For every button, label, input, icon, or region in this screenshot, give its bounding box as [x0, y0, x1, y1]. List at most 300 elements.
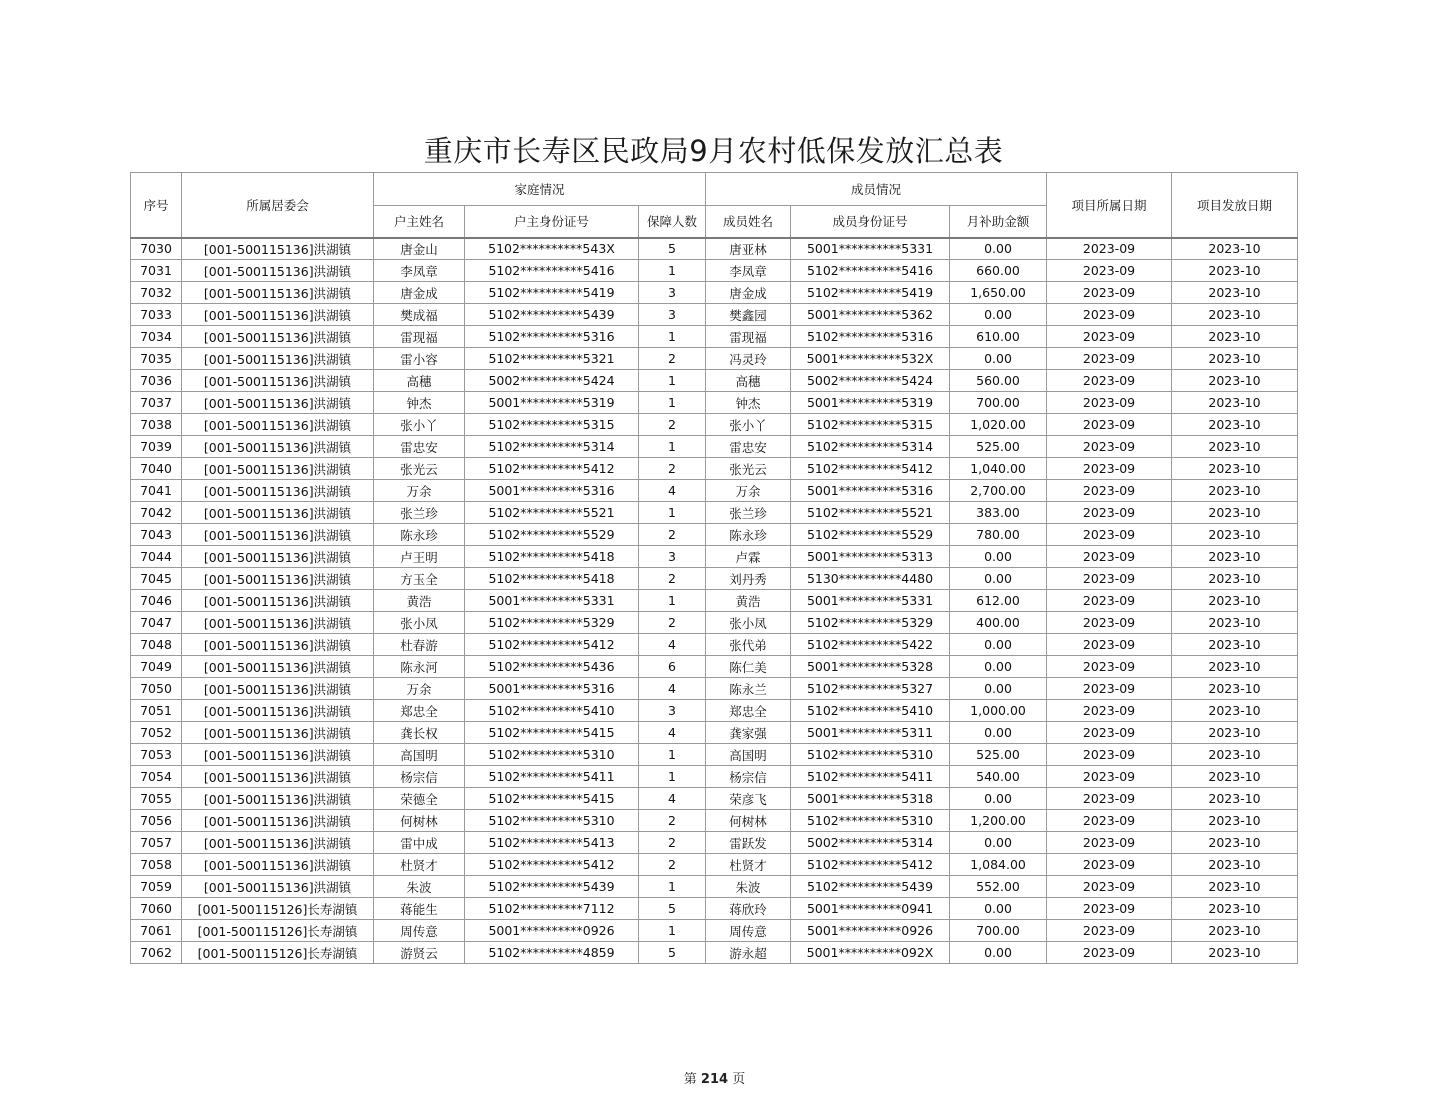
- cell-head-id: 5102**********5315: [465, 414, 639, 436]
- cell-covered: 1: [639, 326, 706, 348]
- cell-committee: [001-500115136]洪湖镇: [182, 788, 374, 810]
- cell-covered: 5: [639, 898, 706, 920]
- table-row: [131, 392, 1298, 414]
- cell-period: 2023-09: [1047, 370, 1172, 392]
- cell-member-name: 杜贤才: [706, 854, 791, 876]
- cell-head-id: 5102**********5439: [465, 304, 639, 326]
- cell-head-id: 5102**********5416: [465, 260, 639, 282]
- cell-head-name: 雷忠安: [374, 436, 465, 458]
- cell-head-id: 5102**********5321: [465, 348, 639, 370]
- table-row: [131, 348, 1298, 370]
- table-row: [131, 898, 1298, 920]
- cell-period: 2023-09: [1047, 546, 1172, 568]
- cell-release: 2023-10: [1172, 568, 1298, 590]
- cell-covered: 2: [639, 612, 706, 634]
- cell-member-id: 5102**********5521: [791, 502, 950, 524]
- cell-release: 2023-10: [1172, 788, 1298, 810]
- cell-seq: 7047: [131, 612, 182, 634]
- cell-member-id: 5102**********5410: [791, 700, 950, 722]
- cell-covered: 2: [639, 568, 706, 590]
- subsidy-table: [130, 172, 1298, 964]
- cell-committee: [001-500115136]洪湖镇: [182, 854, 374, 876]
- cell-head-name: 雷现福: [374, 326, 465, 348]
- cell-member-name: 张兰珍: [706, 502, 791, 524]
- cell-committee: [001-500115126]长寿湖镇: [182, 920, 374, 942]
- cell-head-name: 陈永河: [374, 656, 465, 678]
- cell-seq: 7031: [131, 260, 182, 282]
- cell-seq: 7059: [131, 876, 182, 898]
- table-row: [131, 502, 1298, 524]
- cell-head-id: 5102**********5316: [465, 326, 639, 348]
- cell-release: 2023-10: [1172, 546, 1298, 568]
- table-row: [131, 854, 1298, 876]
- cell-monthly: 1,200.00: [950, 810, 1047, 832]
- table-row: [131, 876, 1298, 898]
- cell-head-name: 高国明: [374, 744, 465, 766]
- header-member-id: 成员身份证号: [791, 206, 950, 238]
- cell-member-name: 张小丫: [706, 414, 791, 436]
- cell-head-id: 5102**********5310: [465, 810, 639, 832]
- header-family-group: 家庭情况: [374, 173, 706, 206]
- cell-head-id: 5102**********5418: [465, 568, 639, 590]
- cell-monthly: 0.00: [950, 656, 1047, 678]
- cell-period: 2023-09: [1047, 700, 1172, 722]
- header-release: 项目发放日期: [1172, 173, 1298, 238]
- cell-head-id: 5102**********5411: [465, 766, 639, 788]
- cell-period: 2023-09: [1047, 634, 1172, 656]
- table-row: [131, 656, 1298, 678]
- cell-member-name: 何树林: [706, 810, 791, 832]
- cell-covered: 2: [639, 458, 706, 480]
- cell-member-name: 雷现福: [706, 326, 791, 348]
- cell-period: 2023-09: [1047, 744, 1172, 766]
- cell-seq: 7050: [131, 678, 182, 700]
- cell-member-id: 5001**********5319: [791, 392, 950, 414]
- cell-head-id: 5102**********5314: [465, 436, 639, 458]
- cell-covered: 4: [639, 788, 706, 810]
- cell-monthly: 1,084.00: [950, 854, 1047, 876]
- cell-head-name: 万余: [374, 678, 465, 700]
- cell-monthly: 0.00: [950, 898, 1047, 920]
- cell-committee: [001-500115136]洪湖镇: [182, 546, 374, 568]
- table-row: [131, 304, 1298, 326]
- cell-period: 2023-09: [1047, 436, 1172, 458]
- cell-covered: 3: [639, 700, 706, 722]
- page-footer: [0, 1068, 1429, 1087]
- cell-release: 2023-10: [1172, 238, 1298, 260]
- cell-release: 2023-10: [1172, 370, 1298, 392]
- cell-head-name: 张小丫: [374, 414, 465, 436]
- cell-head-name: 荣德全: [374, 788, 465, 810]
- cell-monthly: 552.00: [950, 876, 1047, 898]
- cell-head-id: 5102**********5521: [465, 502, 639, 524]
- cell-head-name: 万余: [374, 480, 465, 502]
- cell-period: 2023-09: [1047, 392, 1172, 414]
- cell-covered: 4: [639, 634, 706, 656]
- cell-head-id: 5102**********5413: [465, 832, 639, 854]
- cell-committee: [001-500115136]洪湖镇: [182, 304, 374, 326]
- cell-release: 2023-10: [1172, 282, 1298, 304]
- cell-seq: 7035: [131, 348, 182, 370]
- cell-committee: [001-500115136]洪湖镇: [182, 766, 374, 788]
- cell-committee: [001-500115136]洪湖镇: [182, 876, 374, 898]
- cell-covered: 1: [639, 766, 706, 788]
- cell-member-id: 5001**********0926: [791, 920, 950, 942]
- cell-member-name: 杨宗信: [706, 766, 791, 788]
- cell-head-name: 樊成福: [374, 304, 465, 326]
- cell-period: 2023-09: [1047, 920, 1172, 942]
- cell-committee: [001-500115136]洪湖镇: [182, 326, 374, 348]
- cell-release: 2023-10: [1172, 502, 1298, 524]
- cell-seq: 7060: [131, 898, 182, 920]
- cell-period: 2023-09: [1047, 502, 1172, 524]
- cell-release: 2023-10: [1172, 612, 1298, 634]
- cell-member-id: 5102**********5327: [791, 678, 950, 700]
- cell-head-id: 5102**********5418: [465, 546, 639, 568]
- cell-member-id: 5102**********5310: [791, 810, 950, 832]
- table-row: [131, 832, 1298, 854]
- cell-release: 2023-10: [1172, 722, 1298, 744]
- cell-seq: 7053: [131, 744, 182, 766]
- cell-member-name: 冯灵玲: [706, 348, 791, 370]
- cell-monthly: 1,650.00: [950, 282, 1047, 304]
- cell-covered: 2: [639, 348, 706, 370]
- cell-covered: 1: [639, 436, 706, 458]
- cell-committee: [001-500115136]洪湖镇: [182, 524, 374, 546]
- cell-member-id: 5102**********5439: [791, 876, 950, 898]
- cell-member-name: 张光云: [706, 458, 791, 480]
- table-row: [131, 458, 1298, 480]
- cell-member-id: 5102**********5412: [791, 854, 950, 876]
- cell-period: 2023-09: [1047, 876, 1172, 898]
- cell-committee: [001-500115126]长寿湖镇: [182, 942, 374, 964]
- header-monthly: 月补助金额: [950, 206, 1047, 238]
- cell-member-name: 陈永珍: [706, 524, 791, 546]
- cell-member-id: 5001**********092X: [791, 942, 950, 964]
- cell-member-name: 高国明: [706, 744, 791, 766]
- cell-committee: [001-500115126]长寿湖镇: [182, 898, 374, 920]
- cell-member-name: 唐亚林: [706, 238, 791, 260]
- cell-member-name: 雷忠安: [706, 436, 791, 458]
- header-member-group: 成员情况: [706, 173, 1047, 206]
- cell-release: 2023-10: [1172, 480, 1298, 502]
- cell-period: 2023-09: [1047, 832, 1172, 854]
- cell-monthly: 525.00: [950, 744, 1047, 766]
- cell-member-id: 5130**********4480: [791, 568, 950, 590]
- table-row: [131, 766, 1298, 788]
- cell-committee: [001-500115136]洪湖镇: [182, 612, 374, 634]
- cell-head-name: 李凤章: [374, 260, 465, 282]
- table-row: [131, 700, 1298, 722]
- cell-monthly: 0.00: [950, 722, 1047, 744]
- cell-head-name: 雷中成: [374, 832, 465, 854]
- cell-seq: 7058: [131, 854, 182, 876]
- cell-member-name: 李凤章: [706, 260, 791, 282]
- cell-release: 2023-10: [1172, 810, 1298, 832]
- header-head-name: 户主姓名: [374, 206, 465, 238]
- cell-member-name: 郑忠全: [706, 700, 791, 722]
- cell-member-name: 陈仁美: [706, 656, 791, 678]
- cell-monthly: 780.00: [950, 524, 1047, 546]
- cell-release: 2023-10: [1172, 876, 1298, 898]
- table-header: [131, 173, 1298, 238]
- footer-prefix: 第: [683, 1072, 697, 1087]
- cell-seq: 7046: [131, 590, 182, 612]
- cell-covered: 5: [639, 942, 706, 964]
- cell-release: 2023-10: [1172, 942, 1298, 964]
- cell-period: 2023-09: [1047, 282, 1172, 304]
- cell-member-id: 5001**********532X: [791, 348, 950, 370]
- cell-period: 2023-09: [1047, 414, 1172, 436]
- cell-member-id: 5102**********5419: [791, 282, 950, 304]
- cell-covered: 3: [639, 282, 706, 304]
- cell-period: 2023-09: [1047, 304, 1172, 326]
- table-row: [131, 744, 1298, 766]
- cell-seq: 7043: [131, 524, 182, 546]
- cell-covered: 1: [639, 590, 706, 612]
- cell-monthly: 700.00: [950, 920, 1047, 942]
- cell-committee: [001-500115136]洪湖镇: [182, 634, 374, 656]
- cell-period: 2023-09: [1047, 656, 1172, 678]
- cell-monthly: 0.00: [950, 678, 1047, 700]
- cell-member-id: 5001**********5313: [791, 546, 950, 568]
- cell-period: 2023-09: [1047, 898, 1172, 920]
- cell-member-id: 5001**********5328: [791, 656, 950, 678]
- cell-head-id: 5102**********5412: [465, 634, 639, 656]
- cell-covered: 1: [639, 260, 706, 282]
- cell-covered: 1: [639, 744, 706, 766]
- table-row: [131, 260, 1298, 282]
- cell-member-id: 5001**********5331: [791, 238, 950, 260]
- cell-release: 2023-10: [1172, 700, 1298, 722]
- cell-monthly: 700.00: [950, 392, 1047, 414]
- cell-monthly: 400.00: [950, 612, 1047, 634]
- cell-covered: 3: [639, 546, 706, 568]
- cell-head-name: 周传意: [374, 920, 465, 942]
- table-row: [131, 370, 1298, 392]
- cell-seq: 7038: [131, 414, 182, 436]
- cell-member-name: 刘丹秀: [706, 568, 791, 590]
- table-row: [131, 590, 1298, 612]
- cell-committee: [001-500115136]洪湖镇: [182, 590, 374, 612]
- cell-head-id: 5001**********5316: [465, 678, 639, 700]
- cell-monthly: 610.00: [950, 326, 1047, 348]
- cell-head-name: 黄浩: [374, 590, 465, 612]
- table-row: [131, 326, 1298, 348]
- cell-head-id: 5102**********5419: [465, 282, 639, 304]
- cell-monthly: 0.00: [950, 546, 1047, 568]
- cell-committee: [001-500115136]洪湖镇: [182, 744, 374, 766]
- cell-head-name: 唐金山: [374, 238, 465, 260]
- cell-committee: [001-500115136]洪湖镇: [182, 458, 374, 480]
- cell-monthly: 1,040.00: [950, 458, 1047, 480]
- table-row: [131, 634, 1298, 656]
- cell-covered: 1: [639, 370, 706, 392]
- cell-covered: 1: [639, 392, 706, 414]
- cell-head-name: 游贤云: [374, 942, 465, 964]
- cell-member-id: 5001**********5311: [791, 722, 950, 744]
- cell-seq: 7036: [131, 370, 182, 392]
- cell-head-name: 杨宗信: [374, 766, 465, 788]
- cell-seq: 7054: [131, 766, 182, 788]
- cell-seq: 7030: [131, 238, 182, 260]
- table-row: [131, 722, 1298, 744]
- table-row: [131, 920, 1298, 942]
- cell-covered: 2: [639, 524, 706, 546]
- cell-committee: [001-500115136]洪湖镇: [182, 282, 374, 304]
- cell-member-id: 5102**********5314: [791, 436, 950, 458]
- cell-head-name: 雷小容: [374, 348, 465, 370]
- cell-committee: [001-500115136]洪湖镇: [182, 370, 374, 392]
- cell-seq: 7044: [131, 546, 182, 568]
- cell-release: 2023-10: [1172, 678, 1298, 700]
- cell-head-id: 5102**********5415: [465, 788, 639, 810]
- cell-committee: [001-500115136]洪湖镇: [182, 502, 374, 524]
- cell-committee: [001-500115136]洪湖镇: [182, 832, 374, 854]
- cell-covered: 3: [639, 304, 706, 326]
- cell-head-name: 张光云: [374, 458, 465, 480]
- table-row: [131, 414, 1298, 436]
- cell-committee: [001-500115136]洪湖镇: [182, 480, 374, 502]
- cell-member-id: 5001**********0941: [791, 898, 950, 920]
- header-covered: 保障人数: [639, 206, 706, 238]
- cell-member-name: 黄浩: [706, 590, 791, 612]
- cell-release: 2023-10: [1172, 590, 1298, 612]
- cell-committee: [001-500115136]洪湖镇: [182, 392, 374, 414]
- cell-member-name: 龚家强: [706, 722, 791, 744]
- cell-release: 2023-10: [1172, 854, 1298, 876]
- cell-committee: [001-500115136]洪湖镇: [182, 656, 374, 678]
- cell-seq: 7056: [131, 810, 182, 832]
- cell-head-name: 杜春游: [374, 634, 465, 656]
- cell-committee: [001-500115136]洪湖镇: [182, 678, 374, 700]
- page-number: 214: [700, 1072, 729, 1087]
- cell-period: 2023-09: [1047, 722, 1172, 744]
- cell-member-id: 5002**********5314: [791, 832, 950, 854]
- cell-monthly: 525.00: [950, 436, 1047, 458]
- cell-head-name: 郑忠全: [374, 700, 465, 722]
- cell-committee: [001-500115136]洪湖镇: [182, 810, 374, 832]
- cell-head-id: 5102**********5529: [465, 524, 639, 546]
- cell-seq: 7051: [131, 700, 182, 722]
- cell-covered: 1: [639, 876, 706, 898]
- cell-period: 2023-09: [1047, 678, 1172, 700]
- cell-head-id: 5001**********0926: [465, 920, 639, 942]
- cell-member-name: 朱波: [706, 876, 791, 898]
- table-row: [131, 524, 1298, 546]
- cell-head-name: 龚长权: [374, 722, 465, 744]
- table-body: [131, 238, 1298, 964]
- cell-seq: 7049: [131, 656, 182, 678]
- cell-release: 2023-10: [1172, 524, 1298, 546]
- cell-period: 2023-09: [1047, 788, 1172, 810]
- cell-member-id: 5001**********5318: [791, 788, 950, 810]
- cell-member-name: 荣彦飞: [706, 788, 791, 810]
- footer-suffix: 页: [732, 1072, 746, 1087]
- cell-period: 2023-09: [1047, 810, 1172, 832]
- cell-head-name: 钟杰: [374, 392, 465, 414]
- cell-period: 2023-09: [1047, 854, 1172, 876]
- cell-committee: [001-500115136]洪湖镇: [182, 700, 374, 722]
- cell-committee: [001-500115136]洪湖镇: [182, 722, 374, 744]
- cell-head-name: 朱波: [374, 876, 465, 898]
- cell-monthly: 612.00: [950, 590, 1047, 612]
- cell-committee: [001-500115136]洪湖镇: [182, 568, 374, 590]
- cell-member-name: 游永超: [706, 942, 791, 964]
- cell-member-id: 5102**********5412: [791, 458, 950, 480]
- cell-member-name: 蒋欣玲: [706, 898, 791, 920]
- cell-period: 2023-09: [1047, 238, 1172, 260]
- cell-covered: 1: [639, 502, 706, 524]
- cell-head-id: 5001**********5319: [465, 392, 639, 414]
- cell-head-id: 5102**********543X: [465, 238, 639, 260]
- table-row: [131, 788, 1298, 810]
- cell-seq: 7039: [131, 436, 182, 458]
- table-row: [131, 238, 1298, 260]
- cell-member-name: 樊鑫园: [706, 304, 791, 326]
- cell-member-id: 5001**********5316: [791, 480, 950, 502]
- cell-head-id: 5102**********5412: [465, 854, 639, 876]
- cell-period: 2023-09: [1047, 348, 1172, 370]
- cell-member-name: 张代弟: [706, 634, 791, 656]
- table-row: [131, 282, 1298, 304]
- cell-head-id: 5001**********5331: [465, 590, 639, 612]
- cell-seq: 7032: [131, 282, 182, 304]
- cell-head-name: 蒋能生: [374, 898, 465, 920]
- cell-head-name: 杜贤才: [374, 854, 465, 876]
- cell-head-name: 何树林: [374, 810, 465, 832]
- cell-seq: 7062: [131, 942, 182, 964]
- cell-release: 2023-10: [1172, 920, 1298, 942]
- cell-seq: 7040: [131, 458, 182, 480]
- header-period: 项目所属日期: [1047, 173, 1172, 238]
- table-row: [131, 568, 1298, 590]
- header-committee: 所属居委会: [182, 173, 374, 238]
- cell-member-id: 5102**********5529: [791, 524, 950, 546]
- table-row: [131, 436, 1298, 458]
- cell-head-id: 5102**********5415: [465, 722, 639, 744]
- cell-period: 2023-09: [1047, 480, 1172, 502]
- cell-member-id: 5102**********5316: [791, 326, 950, 348]
- cell-covered: 5: [639, 238, 706, 260]
- cell-monthly: 0.00: [950, 568, 1047, 590]
- header-head-id: 户主身份证号: [465, 206, 639, 238]
- cell-period: 2023-09: [1047, 766, 1172, 788]
- table-row: [131, 810, 1298, 832]
- cell-seq: 7033: [131, 304, 182, 326]
- cell-member-id: 5102**********5329: [791, 612, 950, 634]
- cell-release: 2023-10: [1172, 414, 1298, 436]
- cell-committee: [001-500115136]洪湖镇: [182, 414, 374, 436]
- cell-covered: 2: [639, 832, 706, 854]
- cell-release: 2023-10: [1172, 392, 1298, 414]
- cell-seq: 7057: [131, 832, 182, 854]
- cell-monthly: 383.00: [950, 502, 1047, 524]
- cell-covered: 2: [639, 854, 706, 876]
- cell-head-name: 卢王明: [374, 546, 465, 568]
- cell-seq: 7048: [131, 634, 182, 656]
- cell-member-name: 周传意: [706, 920, 791, 942]
- cell-seq: 7052: [131, 722, 182, 744]
- cell-release: 2023-10: [1172, 656, 1298, 678]
- cell-head-id: 5001**********5316: [465, 480, 639, 502]
- cell-seq: 7042: [131, 502, 182, 524]
- cell-member-name: 万余: [706, 480, 791, 502]
- cell-committee: [001-500115136]洪湖镇: [182, 436, 374, 458]
- cell-head-name: 陈永珍: [374, 524, 465, 546]
- cell-member-id: 5102**********5411: [791, 766, 950, 788]
- cell-covered: 6: [639, 656, 706, 678]
